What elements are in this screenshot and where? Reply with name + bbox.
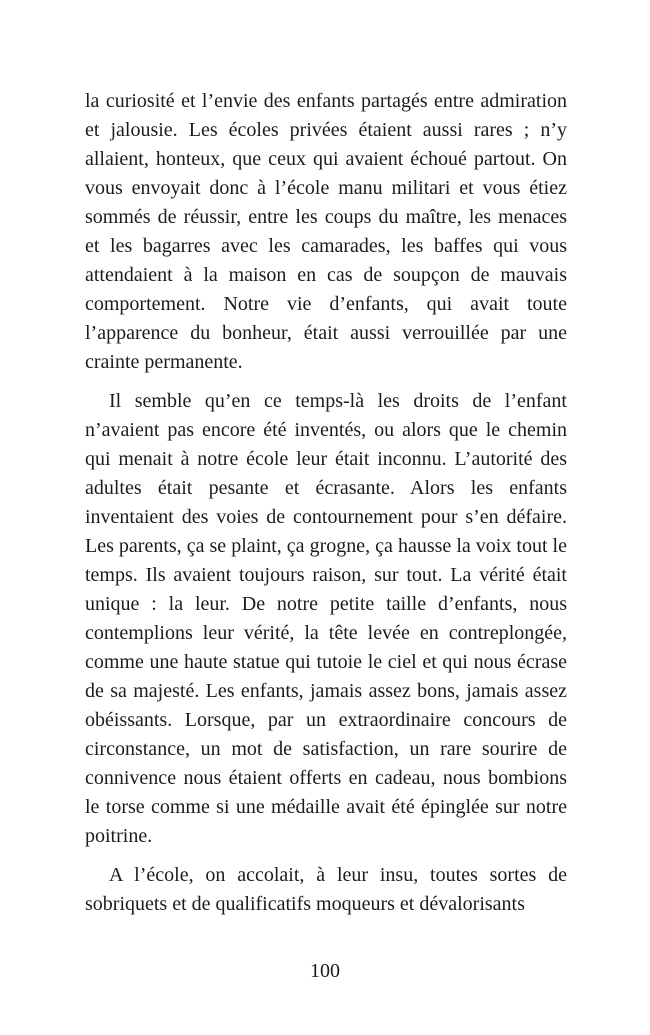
paragraph-2: Il semble qu’en ce temps-là les droits de l’enfant n’avaient pas encore été inventés, ou alors que le chemin qui menait à notre école leur était inconnu. L’autorité des adultes était pesante et écrasante. Alors les enfants inventaient des voies de contournement pour s’en défaire. Les parents, ça se plaint, ça grogne, ça hausse la voix tout le temps. Ils avaient toujours raison, sur tout. La vérité était unique : la leur. De notre petite taille d’enfants, nous contemplions leur vérité, la tête levée en contreplongée, comme une haute statue qui tutoie le ciel et qui nous écrase de sa majesté. Les enfants, jamais assez bons, jamais assez obéissants. Lorsque, par un extraordinaire concours de circonstance, un mot de satisfaction, un rare sourire de connivence nous étaient offerts en cadeau, nous bombions le torse comme si une médaille avait été épinglée sur notre poitrine.	[85, 390, 567, 847]
page-body	[85, 87, 567, 929]
page-number: 100	[310, 960, 340, 982]
paragraph-3: A l’école, on accolait, à leur insu, toutes sortes de sobriquets et de qualificatifs moqueurs et dévalorisants	[85, 864, 567, 915]
paragraph-1: la curiosité et l’envie des enfants partagés entre admiration et jalousie. Les écoles privées étaient aussi rares ; n’y allaient, honteux, que ceux qui avaient échoué partout. On vous envoyait donc à l’école manu militari et vous étiez sommés de réussir, entre les coups du maître, les menaces et les bagarres avec les camarades, les baffes qui vous attendaient à la maison en cas de soupçon de mauvais comportement. Notre vie d’enfants, qui avait toute l’apparence du bonheur, était aussi verrouillée par une crainte permanente.	[85, 90, 567, 373]
